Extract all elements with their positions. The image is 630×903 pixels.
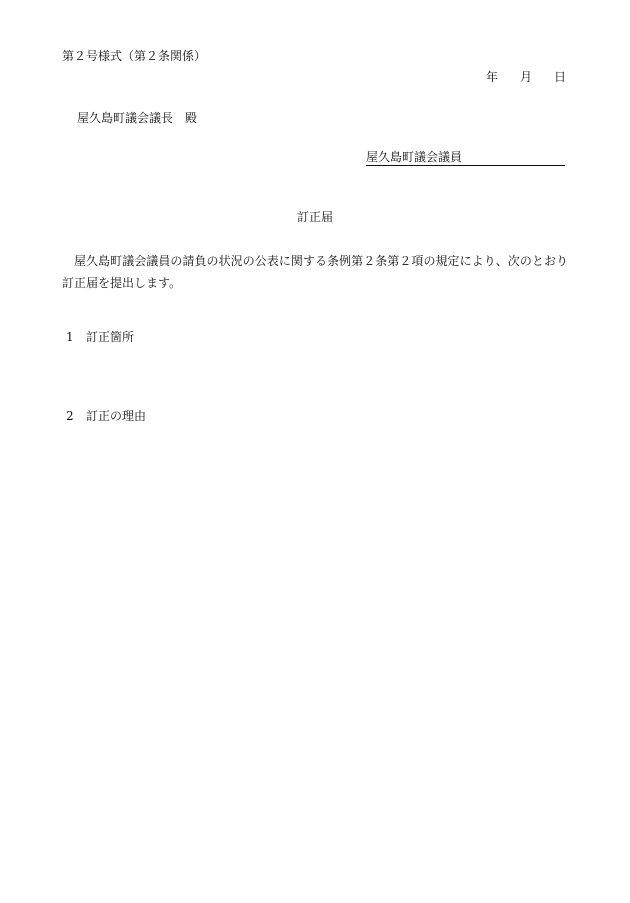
item-number: 1 [66, 330, 74, 344]
date-month-label: 月 [519, 70, 532, 84]
body-paragraph: 屋久島町議会議員の請負の状況の公表に関する条例第２条第２項の規定により、次のとおり訂正届を提出します。 [62, 254, 568, 290]
signer-line [366, 151, 565, 166]
addressee-name: 屋久島町議会議長 [77, 111, 174, 125]
signer-label: 屋久島町議会議員 [366, 150, 463, 164]
item-label: 訂正の理由 [86, 409, 147, 423]
item-correction-location [66, 331, 134, 343]
form-number-label: 第２号様式（第２条関係） [62, 49, 207, 63]
date-line [486, 71, 566, 83]
date-day-label: 日 [553, 70, 566, 84]
item-number: 2 [66, 409, 74, 423]
addressee [77, 112, 197, 124]
document-title: 訂正届 [296, 210, 333, 224]
addressee-honorific: 殿 [185, 111, 198, 125]
item-correction-reason [66, 410, 146, 422]
date-year-label: 年 [485, 70, 498, 84]
item-label: 訂正箇所 [86, 330, 135, 344]
